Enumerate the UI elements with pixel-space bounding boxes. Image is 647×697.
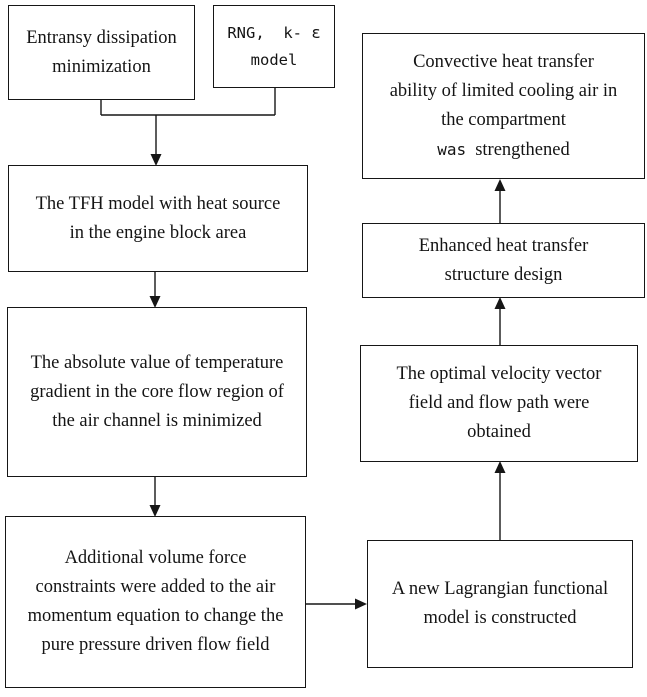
node-text-line: A new Lagrangian functional — [391, 579, 609, 599]
node-temperature-gradient-minimized — [7, 307, 307, 477]
arrow-tfh-to-gradient — [150, 272, 161, 308]
node-text-line: field and flow path were — [408, 393, 590, 413]
node-text-line: model — [250, 50, 298, 69]
node-text-line: gradient in the core flow region of — [30, 381, 284, 402]
node-text-line: minimization — [52, 56, 151, 77]
node-text-line: RNG, k- ε — [227, 23, 321, 42]
arrow-gradient-to-volume — [150, 477, 161, 517]
node-text-line: momentum equation to change the — [27, 606, 284, 626]
arrow-optimal-to-enhanced — [495, 297, 506, 345]
node-lagrangian-functional-model — [367, 540, 633, 668]
node-tfh-model-heat-source — [8, 165, 308, 272]
node-optimal-velocity-vector-field — [360, 345, 638, 462]
arrow-enhanced-to-convective — [495, 179, 506, 223]
arrow-volume-to-lagrangian — [306, 599, 367, 610]
node-text-line: the air channel is minimized — [52, 410, 262, 431]
node-text-word-mono: was — [437, 139, 467, 159]
node-text-line: Convective heat transfer — [413, 51, 594, 72]
node-entransy-dissipation-minimization — [8, 5, 195, 100]
node-text-line: ability of limited cooling air in — [389, 80, 618, 101]
node-text-line: The absolute value of temperature — [30, 352, 284, 373]
node-text-line: obtained — [467, 422, 531, 442]
node-enhanced-heat-transfer-structure — [362, 223, 645, 298]
node-text-line: in the engine block area — [69, 222, 247, 243]
node-text-line: Additional volume force — [64, 548, 247, 568]
node-text-word-serif: strengthened — [475, 139, 570, 160]
node-rng-k-epsilon-model — [213, 5, 335, 88]
node-text-line: structure design — [444, 264, 563, 285]
node-text-line: The optimal velocity vector — [396, 364, 602, 384]
node-text-line: model is constructed — [423, 608, 577, 628]
node-text-line: constraints were added to the air — [35, 577, 276, 597]
node-convective-heat-transfer-strengthened — [362, 33, 645, 179]
node-text-line: Enhanced heat transfer — [418, 235, 589, 256]
node-text-line: pure pressure driven flow field — [41, 635, 270, 655]
node-additional-volume-force-constraints — [5, 516, 306, 688]
node-text-line: The TFH model with heat source — [35, 193, 281, 214]
node-text-line: the compartment — [441, 109, 566, 130]
node-text-line — [437, 135, 569, 165]
arrow-lagrangian-to-optimal — [495, 461, 506, 540]
node-text-line: Entransy dissipation — [26, 27, 177, 48]
